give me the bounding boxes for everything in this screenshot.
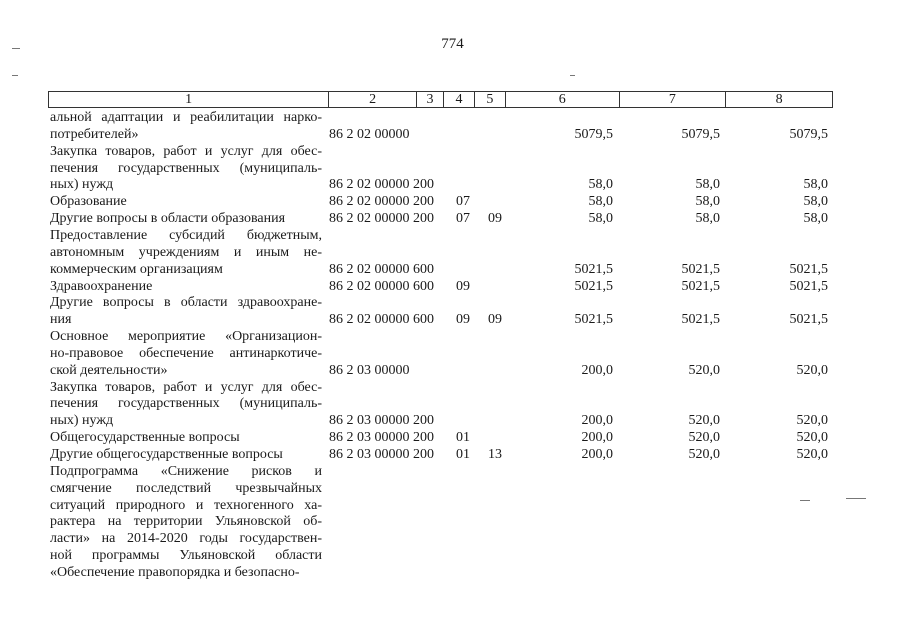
row-value-col6: 200,0 xyxy=(581,362,613,378)
row-value-col7: 58,0 xyxy=(695,177,720,193)
row-description-line: ных) нужд xyxy=(50,177,114,193)
scan-speck xyxy=(12,75,18,76)
row-code: 86 2 02 00000 200 xyxy=(329,177,434,193)
row-description-line: Общегосударственные вопросы xyxy=(50,430,240,446)
row-description-line: печения государственных (муниципаль- xyxy=(50,396,322,412)
row-value-col8: 58,0 xyxy=(803,211,828,227)
row-code: 86 2 03 00000 200 xyxy=(329,413,434,429)
row-description-line: Основное мероприятие «Организацион- xyxy=(50,329,322,345)
row-code: 86 2 02 00000 600 xyxy=(329,312,434,328)
scan-speck xyxy=(12,48,20,49)
row-description-line: Другие общегосударственные вопросы xyxy=(50,447,283,462)
row-value-col6: 200,0 xyxy=(581,447,613,462)
row-value-col8: 520,0 xyxy=(796,362,828,378)
page-number: 774 xyxy=(441,36,464,52)
header-col-1: 1 xyxy=(49,92,329,107)
row-value-col8: 58,0 xyxy=(803,194,828,210)
row-subsection: 09 xyxy=(488,312,502,328)
row-section: 01 xyxy=(456,447,470,462)
row-description-line: альной адаптации и реабилитации нарко- xyxy=(50,110,322,125)
row-value-col8: 520,0 xyxy=(796,447,828,462)
row-code: 86 2 02 00000 200 xyxy=(329,211,434,227)
row-value-col8: 520,0 xyxy=(796,430,828,446)
row-code: 86 2 03 00000 xyxy=(329,362,410,378)
header-col-6: 6 xyxy=(506,92,620,107)
row-value-col7: 58,0 xyxy=(695,211,720,227)
scan-speck xyxy=(846,498,866,499)
row-value-col6: 5021,5 xyxy=(574,261,613,277)
row-value-col7: 520,0 xyxy=(688,447,720,462)
row-description-line: печения государственных (муниципаль- xyxy=(50,160,322,176)
row-description-line: ных) нужд xyxy=(50,413,114,429)
row-section: 09 xyxy=(456,312,470,328)
row-code: 86 2 02 00000 600 xyxy=(329,278,434,294)
header-col-5: 5 xyxy=(475,92,506,107)
row-value-col8: 5021,5 xyxy=(789,261,828,277)
row-section: 07 xyxy=(456,194,470,210)
header-col-2: 2 xyxy=(329,92,417,107)
row-description-line: ния xyxy=(50,312,72,328)
row-description-line: Закупка товаров, работ и услуг для обес- xyxy=(50,379,322,395)
header-col-8: 8 xyxy=(775,92,783,107)
row-value-col8: 5021,5 xyxy=(789,278,828,294)
row-description-line: ской деятельности» xyxy=(50,362,168,378)
row-value-col6: 200,0 xyxy=(581,413,613,429)
row-value-col6: 58,0 xyxy=(588,194,613,210)
row-description-line: Другие вопросы в области образования xyxy=(50,211,286,227)
row-value-col8: 520,0 xyxy=(796,413,828,429)
row-value-col6: 5079,5 xyxy=(574,126,613,142)
row-section: 07 xyxy=(456,211,470,227)
scan-speck xyxy=(800,500,810,501)
row-section: 09 xyxy=(456,278,470,294)
row-code: 86 2 02 00000 xyxy=(329,126,410,142)
row-description-line: «Обеспечение правопорядка и безопасно- xyxy=(50,564,300,580)
row-value-col7: 520,0 xyxy=(688,362,720,378)
row-value-col8: 5021,5 xyxy=(789,312,828,328)
row-value-col7: 5079,5 xyxy=(681,126,720,142)
row-description-line: потребителей» xyxy=(50,126,139,142)
row-value-col7: 520,0 xyxy=(688,413,720,429)
row-code: 86 2 03 00000 200 xyxy=(329,430,434,446)
header-col-7: 7 xyxy=(620,92,727,107)
row-value-col7: 58,0 xyxy=(695,194,720,210)
row-value-col6: 5021,5 xyxy=(574,278,613,294)
row-description-line: Другие вопросы в области здравоохране- xyxy=(50,295,322,311)
row-value-col7: 5021,5 xyxy=(681,261,720,277)
row-section: 01 xyxy=(456,430,470,446)
row-value-col6: 58,0 xyxy=(588,177,613,193)
row-description-line: коммерческим организациям xyxy=(50,261,223,277)
row-value-col6: 58,0 xyxy=(588,211,613,227)
row-description-line: Закупка товаров, работ и услуг для обес- xyxy=(50,143,322,159)
row-value-col6: 200,0 xyxy=(581,430,613,446)
row-description-line: Подпрограмма «Снижение рисков и xyxy=(50,463,322,479)
header-col-3: 3 xyxy=(417,92,444,107)
row-value-col8: 5079,5 xyxy=(789,126,828,142)
table-header xyxy=(48,91,833,108)
row-description-line: рактера на территории Ульяновской об- xyxy=(50,514,322,530)
row-code: 86 2 02 00000 600 xyxy=(329,261,434,277)
row-value-col6: 5021,5 xyxy=(574,312,613,328)
row-value-col7: 5021,5 xyxy=(681,278,720,294)
row-value-col8: 58,0 xyxy=(803,177,828,193)
row-code: 86 2 03 00000 200 xyxy=(329,447,434,462)
row-description-line: автономным учреждениям и иным не- xyxy=(50,244,322,260)
row-description-line: Здравоохранение xyxy=(50,278,153,294)
header-col-4: 4 xyxy=(444,92,475,107)
row-subsection: 09 xyxy=(488,211,502,227)
row-description-line: Образование xyxy=(50,194,127,210)
row-value-col7: 520,0 xyxy=(688,430,720,446)
row-description-line: Предоставление субсидий бюджетным, xyxy=(50,227,322,243)
row-description-line: но-правовое обеспечение антинаркотиче- xyxy=(50,345,322,361)
row-description-line: ситуаций природного и техногенного ха- xyxy=(50,497,322,513)
scan-speck xyxy=(570,75,575,76)
row-code: 86 2 02 00000 200 xyxy=(329,194,434,210)
row-description-line: смягчение последствий чрезвычайных xyxy=(50,480,322,496)
row-value-col7: 5021,5 xyxy=(681,312,720,328)
row-description-line: ласти» на 2014-2020 годы государствен- xyxy=(50,531,322,547)
row-description-line: ной программы Ульяновской области xyxy=(50,548,322,564)
row-subsection: 13 xyxy=(488,447,502,462)
